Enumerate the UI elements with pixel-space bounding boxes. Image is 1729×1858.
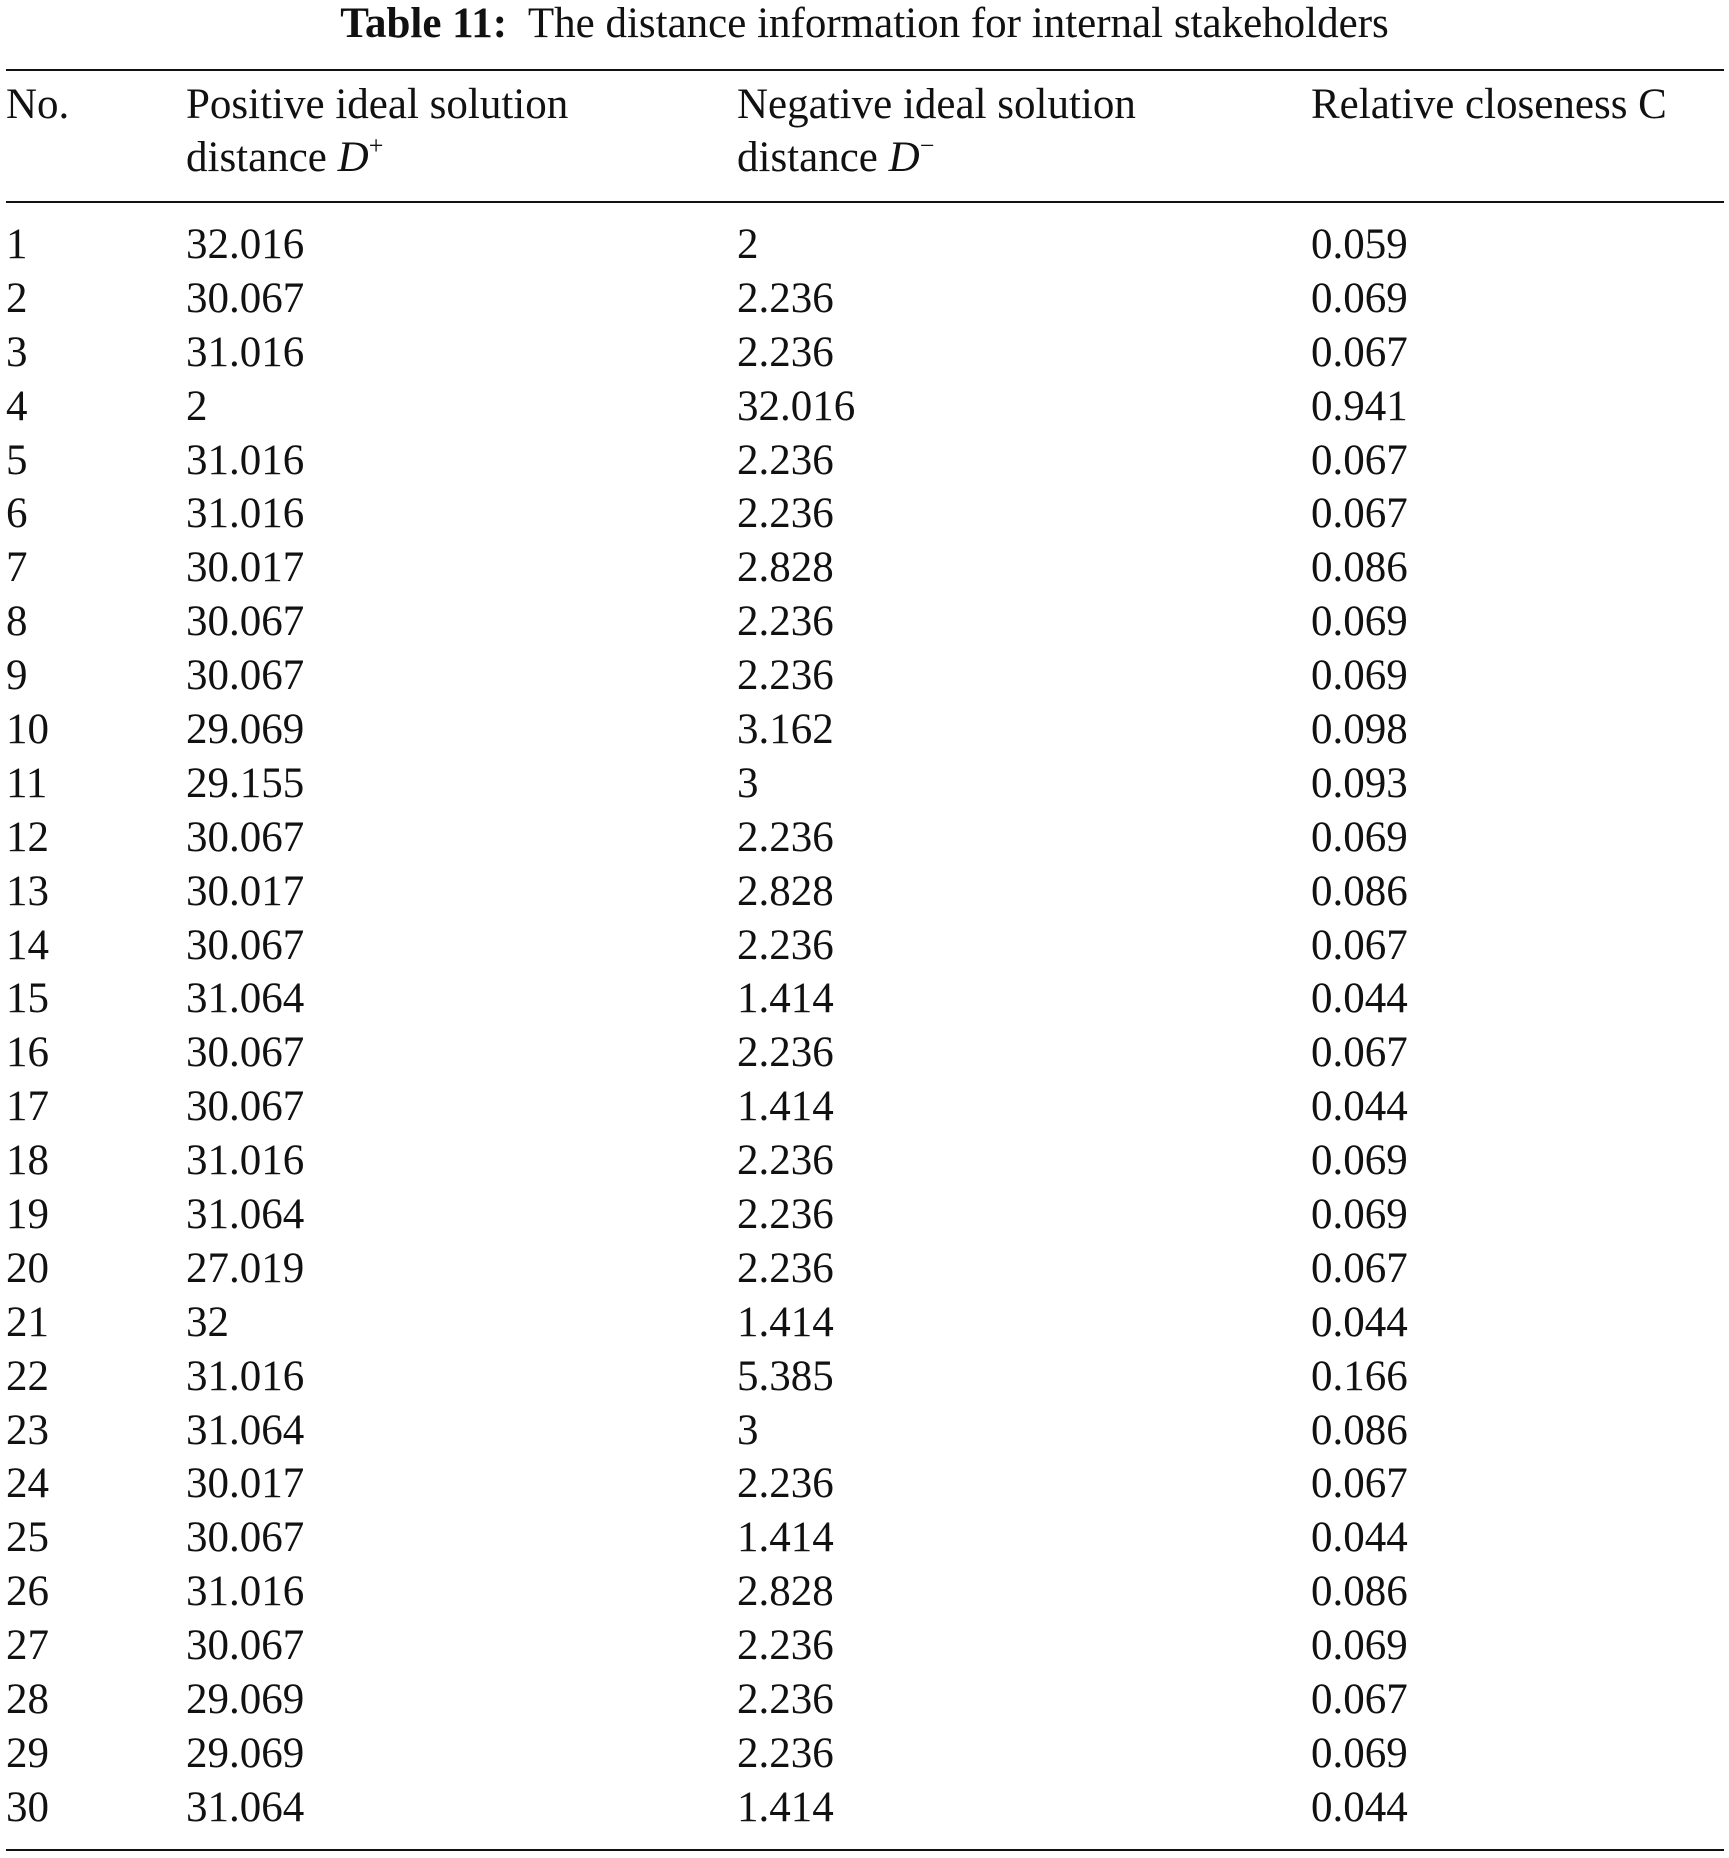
- cell-negative-distance: 2.828: [737, 867, 834, 915]
- header-negative-symbol: D: [888, 134, 920, 181]
- header-negative-line2: distance: [737, 134, 878, 181]
- cell-closeness: 0.086: [1311, 867, 1408, 915]
- cell-closeness: 0.067: [1311, 1244, 1408, 1292]
- cell-negative-distance: 2.236: [737, 490, 834, 538]
- table-row: [6, 382, 1724, 436]
- table-row: [6, 1621, 1724, 1675]
- cell-no: 2: [6, 274, 28, 322]
- table-row: [6, 597, 1724, 651]
- cell-negative-distance: 3: [737, 1406, 759, 1454]
- table-row: [6, 1567, 1724, 1621]
- cell-closeness: 0.067: [1311, 1676, 1408, 1724]
- table-row: [6, 1298, 1724, 1352]
- cell-negative-distance: 1.414: [737, 975, 834, 1023]
- cell-positive-distance: 29.069: [186, 1676, 305, 1724]
- table-row: [6, 921, 1724, 975]
- cell-closeness: 0.044: [1311, 1514, 1408, 1562]
- cell-positive-distance: 30.067: [186, 274, 305, 322]
- cell-positive-distance: 32.016: [186, 221, 305, 268]
- table-row: [6, 328, 1724, 382]
- cell-no: 4: [6, 382, 28, 430]
- cell-closeness: 0.067: [1311, 328, 1408, 376]
- cell-negative-distance: 2.236: [737, 1244, 834, 1292]
- cell-closeness: 0.069: [1311, 652, 1408, 700]
- cell-no: 9: [6, 652, 28, 700]
- table-row: [6, 974, 1724, 1028]
- cell-closeness: 0.044: [1311, 975, 1408, 1023]
- cell-no: 8: [6, 598, 28, 646]
- table-row: [6, 1513, 1724, 1567]
- cell-positive-distance: 30.067: [186, 921, 305, 969]
- table-row: [6, 1082, 1724, 1136]
- cell-negative-distance: 2.236: [737, 1460, 834, 1508]
- cell-no: 12: [6, 813, 49, 861]
- cell-positive-distance: 27.019: [186, 1244, 305, 1292]
- header-positive-line1: Positive ideal solution: [186, 81, 569, 128]
- table-row: [6, 1028, 1724, 1082]
- table-row: [6, 1459, 1724, 1513]
- cell-closeness: 0.067: [1311, 436, 1408, 484]
- cell-closeness: 0.086: [1311, 544, 1408, 592]
- top-rule: [6, 69, 1724, 71]
- cell-no: 19: [6, 1191, 49, 1239]
- cell-closeness: 0.069: [1311, 1729, 1408, 1777]
- cell-negative-distance: 32.016: [737, 382, 856, 430]
- table-row: [6, 1352, 1724, 1406]
- table-row: [6, 1675, 1724, 1729]
- cell-closeness: 0.098: [1311, 706, 1408, 754]
- cell-positive-distance: 30.067: [186, 813, 305, 861]
- cell-positive-distance: 31.016: [186, 436, 305, 484]
- cell-negative-distance: 2.828: [737, 1568, 834, 1616]
- cell-no: 28: [6, 1676, 49, 1724]
- table-row: [6, 1729, 1724, 1783]
- cell-no: 16: [6, 1029, 49, 1077]
- header-positive-distance: [186, 78, 737, 184]
- cell-closeness: 0.069: [1311, 274, 1408, 322]
- cell-positive-distance: 31.016: [186, 490, 305, 538]
- table-row: [6, 1244, 1724, 1298]
- cell-negative-distance: 2.236: [737, 652, 834, 700]
- cell-no: 27: [6, 1622, 49, 1670]
- cell-positive-distance: 31.016: [186, 1568, 305, 1616]
- cell-closeness: 0.067: [1311, 1460, 1408, 1508]
- cell-no: 7: [6, 544, 28, 592]
- cell-negative-distance: 1.414: [737, 1514, 834, 1562]
- cell-no: 17: [6, 1083, 49, 1131]
- cell-positive-distance: 30.067: [186, 1514, 305, 1562]
- cell-negative-distance: 2.236: [737, 274, 834, 322]
- cell-no: 5: [6, 436, 28, 484]
- cell-negative-distance: 2.236: [737, 436, 834, 484]
- cell-closeness: 0.059: [1311, 221, 1408, 268]
- cell-positive-distance: 30.067: [186, 598, 305, 646]
- cell-no: 26: [6, 1568, 49, 1616]
- table-body: [6, 220, 1724, 1837]
- cell-positive-distance: 2: [186, 382, 208, 430]
- cell-no: 10: [6, 706, 49, 754]
- table-row: [6, 1190, 1724, 1244]
- cell-negative-distance: 2.236: [737, 598, 834, 646]
- header-no: No.: [6, 81, 70, 128]
- cell-no: 11: [6, 759, 48, 807]
- caption-label: Table 11:: [340, 0, 508, 47]
- cell-closeness: 0.069: [1311, 1622, 1408, 1670]
- cell-positive-distance: 30.017: [186, 544, 305, 592]
- table-row: [6, 274, 1724, 328]
- header-rule: [6, 201, 1724, 203]
- cell-no: 20: [6, 1244, 49, 1292]
- cell-no: 23: [6, 1406, 49, 1454]
- cell-negative-distance: 2.236: [737, 921, 834, 969]
- cell-positive-distance: 31.064: [186, 1406, 305, 1454]
- table-caption: [0, 0, 1729, 48]
- bottom-rule: [6, 1849, 1724, 1851]
- table-row: [6, 489, 1724, 543]
- cell-negative-distance: 2: [737, 221, 759, 268]
- cell-no: 24: [6, 1460, 49, 1508]
- cell-positive-distance: 31.064: [186, 1783, 305, 1831]
- cell-negative-distance: 2.236: [737, 813, 834, 861]
- cell-no: 25: [6, 1514, 49, 1562]
- cell-no: 1: [6, 221, 28, 268]
- cell-closeness: 0.067: [1311, 921, 1408, 969]
- cell-no: 22: [6, 1352, 49, 1400]
- cell-closeness: 0.941: [1311, 382, 1408, 430]
- table-row: [6, 705, 1724, 759]
- cell-negative-distance: 2.236: [737, 1137, 834, 1185]
- cell-no: 14: [6, 921, 49, 969]
- cell-no: 18: [6, 1137, 49, 1185]
- cell-closeness: 0.044: [1311, 1083, 1408, 1131]
- cell-positive-distance: 31.064: [186, 975, 305, 1023]
- cell-no: 29: [6, 1729, 49, 1777]
- header-positive-sign: +: [368, 131, 384, 160]
- cell-positive-distance: 30.067: [186, 652, 305, 700]
- cell-no: 13: [6, 867, 49, 915]
- cell-positive-distance: 29.069: [186, 1729, 305, 1777]
- cell-closeness: 0.044: [1311, 1783, 1408, 1831]
- table-row: [6, 1783, 1724, 1837]
- table-row: [6, 220, 1724, 274]
- cell-positive-distance: 30.067: [186, 1029, 305, 1077]
- cell-positive-distance: 29.155: [186, 759, 305, 807]
- cell-closeness: 0.069: [1311, 813, 1408, 861]
- cell-negative-distance: 2.828: [737, 544, 834, 592]
- table-row: [6, 813, 1724, 867]
- cell-positive-distance: 30.067: [186, 1083, 305, 1131]
- cell-closeness: 0.044: [1311, 1298, 1408, 1346]
- table-row: [6, 651, 1724, 705]
- cell-negative-distance: 2.236: [737, 1729, 834, 1777]
- cell-positive-distance: 29.069: [186, 706, 305, 754]
- cell-negative-distance: 3.162: [737, 706, 834, 754]
- table-header: [6, 78, 1724, 184]
- caption-text: The distance information for internal stakeholders: [527, 0, 1389, 47]
- cell-negative-distance: 2.236: [737, 1676, 834, 1724]
- cell-closeness: 0.067: [1311, 1029, 1408, 1077]
- cell-no: 15: [6, 975, 49, 1023]
- cell-no: 3: [6, 328, 28, 376]
- header-closeness: Relative closeness C: [1311, 81, 1667, 128]
- cell-no: 30: [6, 1783, 49, 1831]
- cell-negative-distance: 2.236: [737, 1029, 834, 1077]
- cell-negative-distance: 2.236: [737, 1191, 834, 1239]
- header-positive-line2: distance: [186, 134, 327, 181]
- table-row: [6, 867, 1724, 921]
- header-negative-distance: [737, 78, 1311, 184]
- cell-negative-distance: 3: [737, 759, 759, 807]
- cell-closeness: 0.069: [1311, 1137, 1408, 1185]
- cell-closeness: 0.069: [1311, 1191, 1408, 1239]
- cell-closeness: 0.067: [1311, 490, 1408, 538]
- cell-positive-distance: 31.064: [186, 1191, 305, 1239]
- cell-positive-distance: 30.017: [186, 1460, 305, 1508]
- cell-positive-distance: 31.016: [186, 1137, 305, 1185]
- table-row: [6, 759, 1724, 813]
- cell-negative-distance: 1.414: [737, 1783, 834, 1831]
- header-positive-symbol: D: [337, 134, 369, 181]
- cell-positive-distance: 32: [186, 1298, 229, 1346]
- cell-negative-distance: 2.236: [737, 328, 834, 376]
- cell-positive-distance: 30.067: [186, 1622, 305, 1670]
- cell-no: 21: [6, 1298, 49, 1346]
- cell-closeness: 0.093: [1311, 759, 1408, 807]
- cell-negative-distance: 1.414: [737, 1298, 834, 1346]
- table-row: [6, 436, 1724, 490]
- cell-negative-distance: 5.385: [737, 1352, 834, 1400]
- cell-no: 6: [6, 490, 28, 538]
- cell-negative-distance: 2.236: [737, 1622, 834, 1670]
- table-row: [6, 543, 1724, 597]
- cell-positive-distance: 31.016: [186, 328, 305, 376]
- cell-positive-distance: 30.017: [186, 867, 305, 915]
- cell-closeness: 0.166: [1311, 1352, 1408, 1400]
- header-negative-line1: Negative ideal solution: [737, 81, 1136, 128]
- cell-negative-distance: 1.414: [737, 1083, 834, 1131]
- cell-positive-distance: 31.016: [186, 1352, 305, 1400]
- cell-closeness: 0.086: [1311, 1568, 1408, 1616]
- table-row: [6, 1406, 1724, 1460]
- table-row: [6, 1136, 1724, 1190]
- cell-closeness: 0.086: [1311, 1406, 1408, 1454]
- cell-closeness: 0.069: [1311, 598, 1408, 646]
- header-negative-sign: −: [919, 131, 935, 160]
